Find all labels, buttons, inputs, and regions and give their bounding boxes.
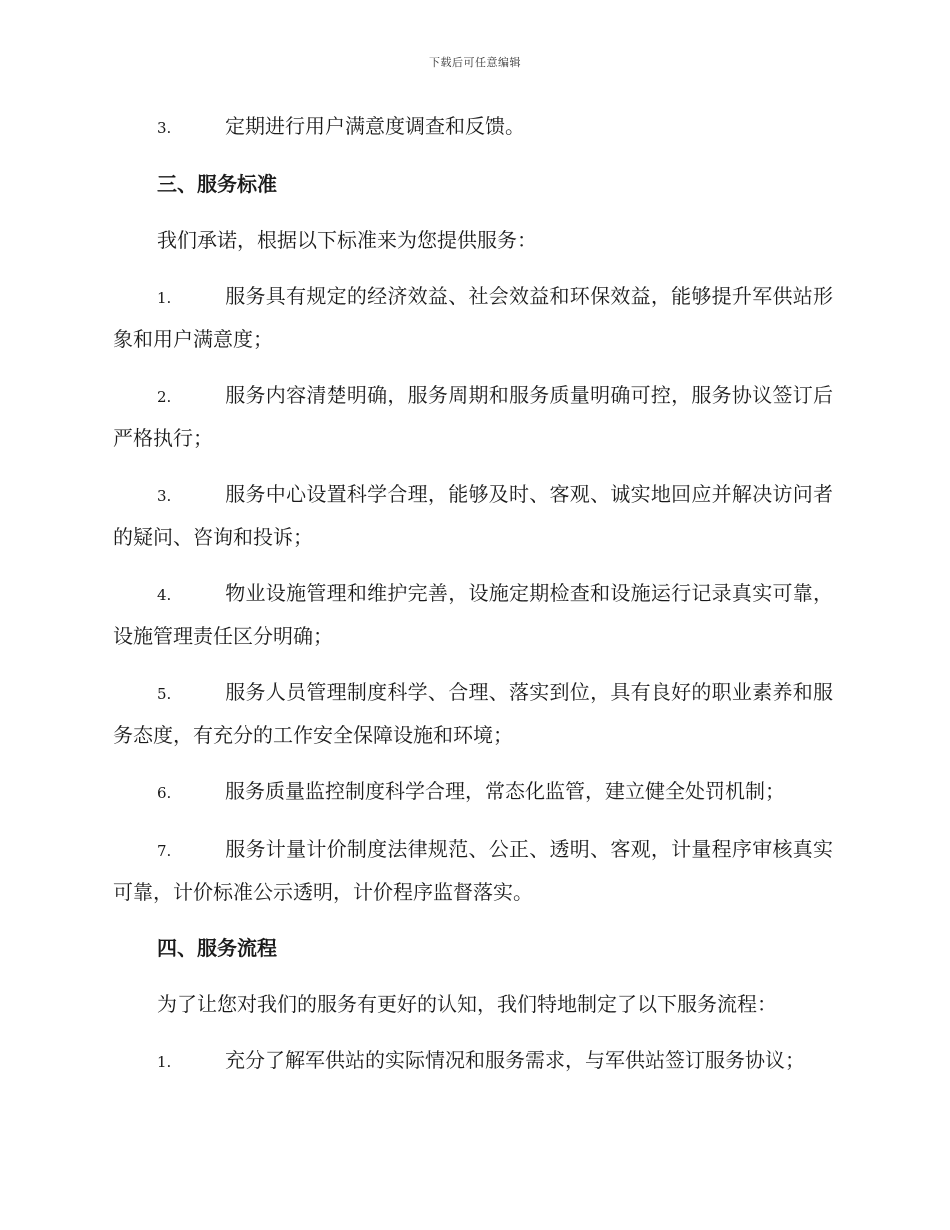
list-item xyxy=(113,276,833,360)
section-heading: 三、服务标准 xyxy=(157,172,277,196)
item-text: 服务中心设置科学合理，能够及时、客观、诚实地回应并解决访问者的疑问、咨询和投诉； xyxy=(113,482,833,549)
list-item xyxy=(113,672,833,756)
list-item xyxy=(113,1040,833,1083)
header-note: 下载后可任意编辑 xyxy=(429,56,521,69)
paragraph: 为了让您对我们的服务有更好的认知，我们特地制定了以下服务流程： xyxy=(157,992,777,1016)
item-text: 服务计量计价制度法律规范、公正、透明、客观，计量程序审核真实可靠，计价标准公示透明，计价程序监督落实。 xyxy=(113,837,833,904)
list-item xyxy=(113,573,833,657)
item-text: 服务人员管理制度科学、合理、落实到位，具有良好的职业素养和服务态度，有充分的工作安全保障设施和环境； xyxy=(113,680,833,747)
item-number: 1. xyxy=(157,289,172,307)
item-text: 服务内容清楚明确，服务周期和服务质量明确可控，服务协议签订后严格执行； xyxy=(113,383,833,450)
item-text: 充分了解军供站的实际情况和服务需求，与军供站签订服务协议； xyxy=(225,1048,805,1072)
list-item xyxy=(113,106,833,149)
item-number: 6. xyxy=(157,784,172,802)
item-number: 7. xyxy=(157,842,172,860)
document-body xyxy=(113,106,833,1098)
paragraph: 我们承诺，根据以下标准来为您提供服务： xyxy=(157,228,537,252)
item-text: 定期进行用户满意度调查和反馈。 xyxy=(225,114,525,138)
item-number: 3. xyxy=(157,119,172,137)
list-item xyxy=(113,474,833,558)
item-number: 5. xyxy=(157,685,172,703)
list-item xyxy=(113,375,833,459)
section-heading: 四、服务流程 xyxy=(157,936,277,960)
item-number: 2. xyxy=(157,388,172,406)
item-text: 服务质量监控制度科学合理，常态化监管，建立健全处罚机制； xyxy=(225,779,785,803)
item-text: 服务具有规定的经济效益、社会效益和环保效益，能够提升军供站形象和用户满意度； xyxy=(113,284,833,351)
item-number: 1. xyxy=(157,1053,172,1071)
item-text: 物业设施管理和维护完善，设施定期检查和设施运行记录真实可靠，设施管理责任区分明确； xyxy=(113,581,833,648)
list-item xyxy=(113,771,833,814)
list-item xyxy=(113,829,833,913)
item-number: 4. xyxy=(157,586,172,604)
item-number: 3. xyxy=(157,487,172,505)
